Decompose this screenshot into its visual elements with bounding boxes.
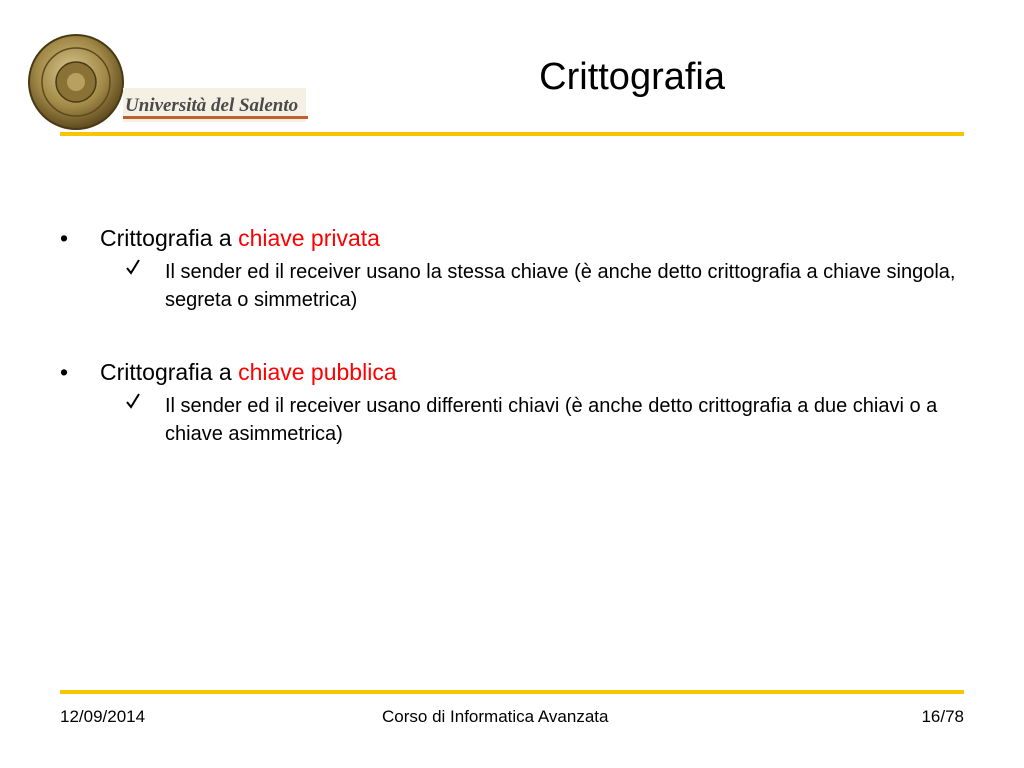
university-logo [28, 28, 320, 134]
slide-content [60, 222, 970, 448]
slide-title: Crittografia [539, 56, 725, 98]
sub-text: Il sender ed il receiver usano differenti chiavi (è anche detto crittografia a due chiavi o a chiave asimmetrica) [165, 395, 938, 445]
footer-divider [60, 690, 964, 694]
footer-page-number: 16/78 [921, 707, 964, 726]
bullet-item-private-key [60, 222, 970, 254]
sub-item-public-key [145, 392, 970, 448]
title-divider [60, 132, 964, 136]
bullet-text: Crittografia a [100, 359, 239, 385]
logo-text: Università del Salento [125, 95, 299, 116]
sub-item-private-key [145, 258, 970, 314]
bullet-item-public-key [60, 356, 970, 388]
bullet-highlight: chiave pubblica [238, 359, 397, 385]
sub-text: Il sender ed il receiver usano la stessa chiave (è anche detto crittografia a chiave singola, segreta o simmetrica) [165, 261, 956, 311]
bullet-icon: • [60, 225, 69, 251]
bullet-highlight: chiave privata [238, 225, 380, 251]
bullet-text: Crittografia a [100, 225, 239, 251]
bullet-icon: • [60, 359, 69, 385]
checkmark-icon [125, 258, 141, 276]
checkmark-icon [125, 392, 141, 410]
footer-date: 12/09/2014 [60, 707, 146, 726]
footer-course: Corso di Informatica Avanzata [382, 707, 609, 726]
